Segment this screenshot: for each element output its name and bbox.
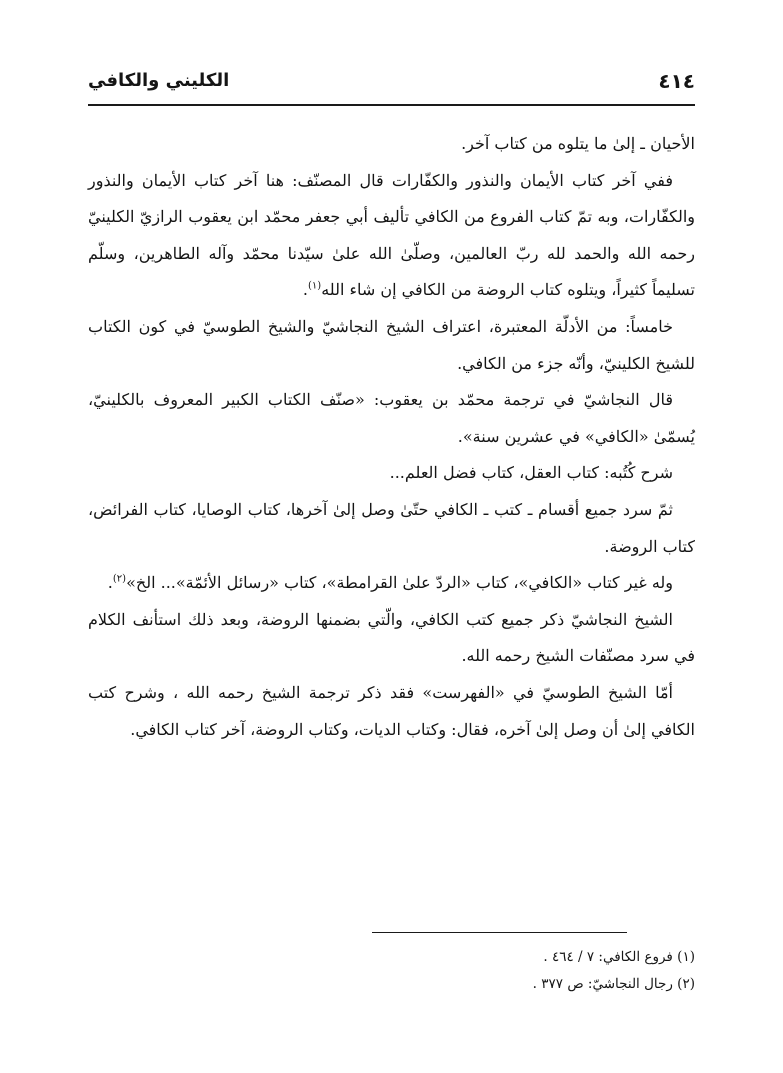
paragraph-6: ثمّ سرد جميع أقسام ـ كتب ـ الكافي حتّىٰ وصل إلىٰ آخرها، كتاب الوصايا، كتاب الفرائض، كتاب الروضة.: [88, 499, 695, 556]
paragraph-8: الشيخ النجاشيّ ذكر جميع كتب الكافي، والّتي بضمنها الروضة، وبعد ذلك استأنف الكلام في سرد مصنّفات الشيخ رحمه الله.: [88, 609, 695, 666]
paragraph-4: قال النجاشيّ في ترجمة محمّد بن يعقوب: «صنّف الكتاب الكبير المعروف بالكلينيّ، يُسمّىٰ «الكافي» في عشرين سنة».: [88, 390, 695, 446]
running-title: الكليني والكافي: [88, 70, 230, 91]
header-rule: [88, 104, 695, 106]
paragraph-5: شرح كُتُبه: كتاب العقل، كتاب فضل العلم...: [389, 463, 673, 483]
page-header: [88, 64, 695, 100]
body-text: [88, 126, 695, 748]
page-number: ٤١٤: [658, 69, 695, 93]
paragraph-9: أمّا الشيخ الطوسيّ في «الفهرست» فقد ذكر ترجمة الشيخ رحمه الله ، وشرح كتب الكافي إلىٰ أن وصل إلىٰ آخره، فقال: وكتاب الديات، وكتاب الروضة، آخر كتاب الكافي.: [88, 682, 695, 739]
footnote-2: (٢) رجال النجاشيّ: ص ٣٧٧ .: [532, 976, 695, 992]
paragraph-7-text: وله غير كتاب «الكافي»، كتاب «الردّ علىٰ القرامطة»، كتاب «رسائل الأئمّة»... الخ»: [126, 573, 673, 593]
footnote-ref-1[interactable]: (١): [308, 281, 322, 293]
footnotes: [88, 944, 695, 998]
paragraph-7: وله غير كتاب «الكافي»، كتاب «الردّ علىٰ القرامطة»، كتاب «رسائل الأئمّة»... الخ»$^{(٢)}$.: [107, 573, 673, 593]
paragraph-2-text: ففي آخر كتاب الأيمان والنذور والكفّارات قال المصنّف: هنا آخر كتاب الأيمان والنذور والكفّارات، وبه تمّ كتاب الفروع من الكافي تأليف أبي جعفر محمّد ابن يعقوب الرازيّ الكلينيّ رحمه الله والحمد لله ربّ العالمين، وصلّىٰ الله علىٰ سيّدنا محمّد وآله الطاهرين، وسلّم تسليماً كثيراً، ويتلوه كتاب الروضة من الكافي إن شاء الله: [88, 170, 695, 300]
paragraph-3: خامساً: من الأدلّة المعتبرة، اعتراف الشيخ النجاشيّ والشيخ الطوسيّ في كون الكتاب للشيخ الكلينيّ، وأنّه جزء من الكافي.: [88, 316, 695, 373]
paragraph-1: الأحيان ـ إلىٰ ما يتلوه من كتاب آخر.: [461, 134, 695, 153]
footnote-1: (١) فروع الكافي: ٧ / ٤٦٤ .: [543, 949, 695, 965]
footnote-rule: [372, 932, 627, 933]
footnote-ref-2[interactable]: (٢): [112, 573, 127, 585]
paragraph-2: ففي آخر كتاب الأيمان والنذور والكفّارات قال المصنّف: هنا آخر كتاب الأيمان والنذور والكفّارات، وبه تمّ كتاب الفروع من الكافي تأليف أبي جعفر محمّد ابن يعقوب الرازيّ الكلينيّ رحمه الله والحمد لله ربّ العالمين، وصلّىٰ الله علىٰ سيّدنا محمّد وآله الطاهرين، وسلّم تسليماً كثيراً، ويتلوه كتاب الروضة من الكافي إن شاء الله$^{(١)}$.: [88, 170, 695, 300]
